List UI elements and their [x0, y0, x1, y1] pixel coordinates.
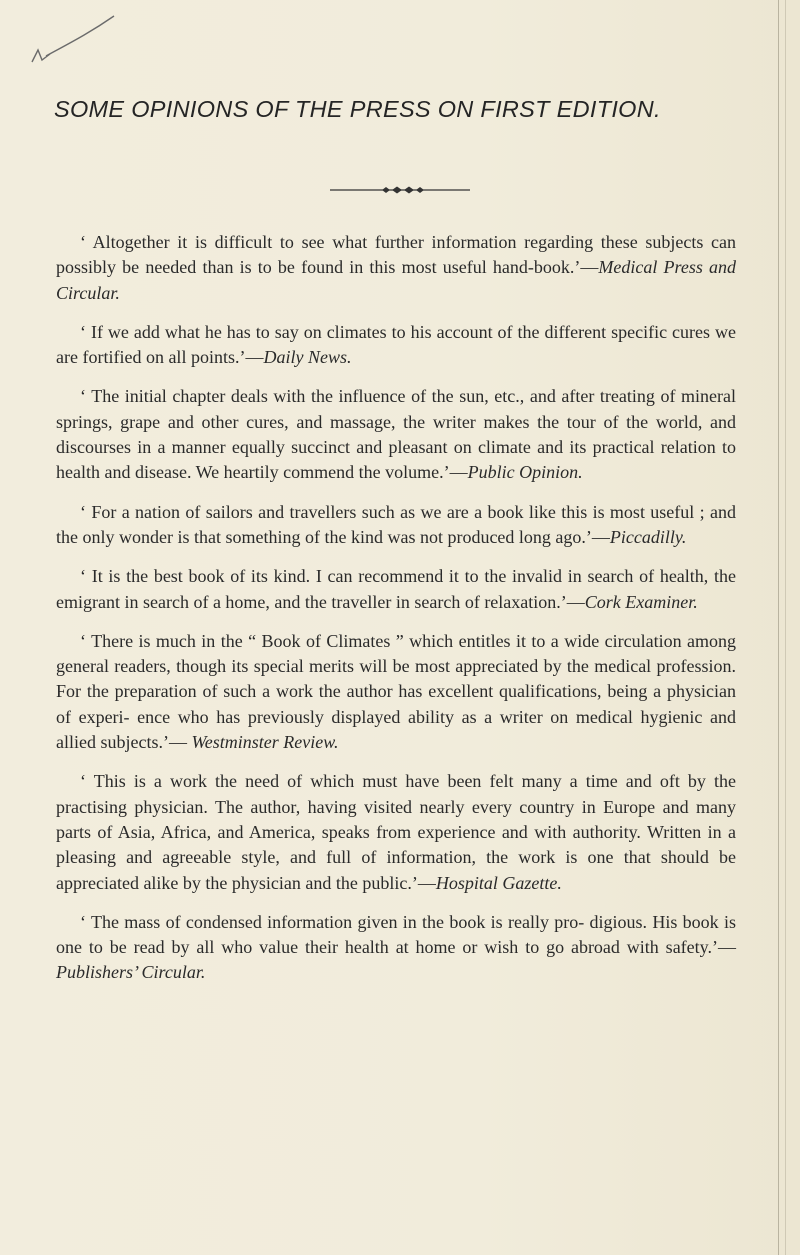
quote-source: Piccadilly. — [609, 526, 687, 547]
quote-text: ‘ The initial chapter deals with the influence of the sun, etc., and after treating of mineral springs, grape and other cures, and massage, the writer makes the tour of the world, and discourses in a manner equally succinct and pleasant on climate and its practical relation to health and disease. We heartily commend the volume.’— — [56, 386, 736, 483]
ornamental-rule-icon — [330, 184, 470, 196]
pencil-mark-icon — [28, 10, 118, 70]
quote-source: Medical Press and Circular. — [56, 257, 736, 303]
press-quote — [56, 564, 736, 615]
press-quote — [56, 629, 736, 755]
quote-source: Westminster Review. — [191, 732, 339, 753]
quote-text: ‘ If we add what he has to say on climates to his account of the different specific cures we are fortified on all points.’— — [56, 321, 736, 368]
press-quote — [56, 910, 736, 986]
quote-source: Publishers’ Circular. — [56, 962, 206, 983]
press-quote — [56, 320, 736, 371]
quote-source: Daily News. — [263, 347, 352, 368]
quote-source: Hospital Gazette. — [435, 872, 562, 893]
press-quote — [56, 384, 736, 485]
press-opinions — [56, 230, 736, 1000]
page-heading: SOME OPINIONS OF THE PRESS ON FIRST EDITION. — [54, 96, 661, 122]
page-edge — [778, 0, 786, 1255]
quote-text: ‘ This is a work the need of which must have been felt many a time and oft by the practising physician. The author, having visited nearly every country in Europe and many parts of Asia, Africa, and America, speaks from experience and with authority. Written in a pleasing and agreeable style, and full of information, the work is one that should be appreciated alike by the physician and the public.’— — [56, 771, 736, 893]
quote-text: ‘ There is much in the “ Book of Climates ” which entitles it to a wide circulation among general readers, though its special merits will be most appreciated by the medical profession. For the preparation of such a work the author has excellent qualifications, being a physician of experi- ence who has previously displayed ability as a writer on medical hygienic and allied subjects.’— — [56, 630, 736, 753]
quote-text: ‘ It is the best book of its kind. I can recommend it to the invalid in search of health, the emigrant in search of a home, and the traveller in search of relaxation.’— — [56, 566, 736, 612]
quote-text: ‘ The mass of condensed information given in the book is really pro- digious. His book is one to be read by all who value their health at home or wish to go abroad with safety.’— — [56, 911, 736, 958]
quote-source: Cork Examiner. — [584, 591, 698, 612]
quote-text: ‘ For a nation of sailors and travellers such as we are a book like this is most useful ; and the only wonder is that something of the kind was not produced long ago.’— — [56, 501, 736, 547]
quote-source: Public Opinion. — [467, 462, 583, 483]
quote-text: ‘ Altogether it is difficult to see what further information regarding these subjects can possibly be needed than is to be found in this most useful hand-book.’— — [56, 232, 736, 278]
press-quote — [56, 769, 736, 895]
press-quote — [56, 230, 736, 306]
press-quote — [56, 500, 736, 551]
